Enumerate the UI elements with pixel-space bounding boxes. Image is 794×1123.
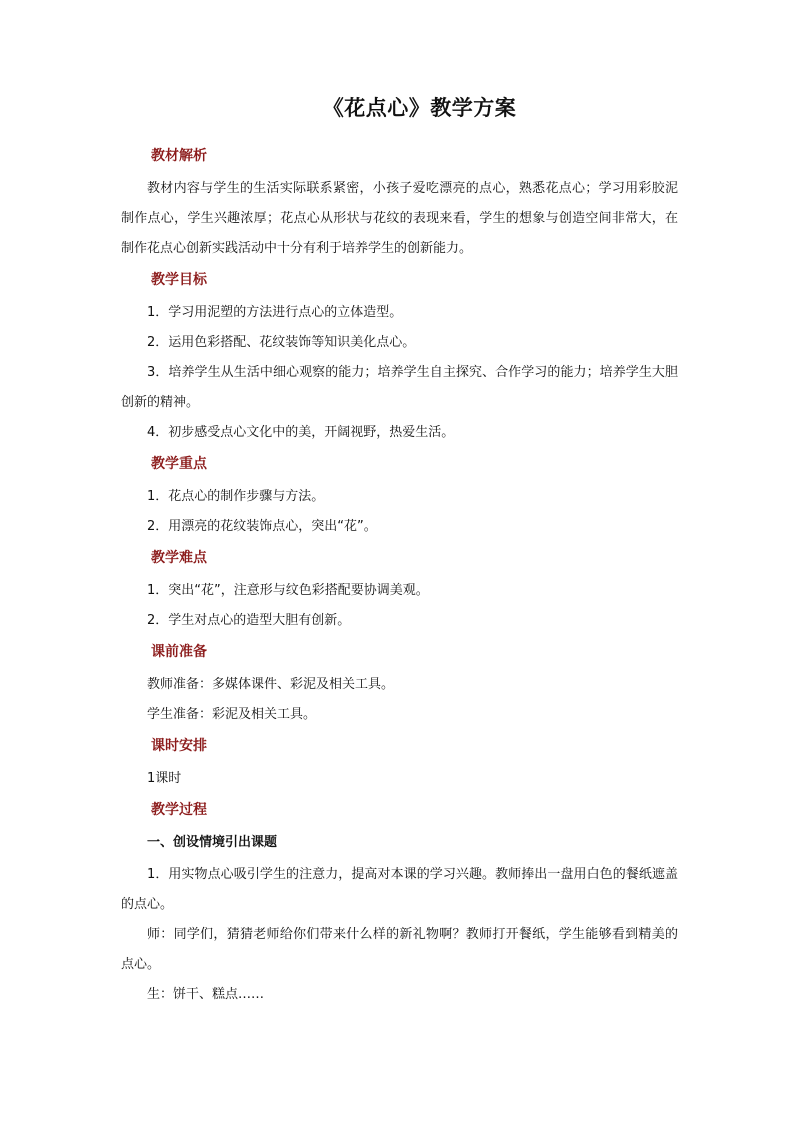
list-item: 2．学生对点心的造型大胆有创新。: [147, 613, 351, 628]
list-item: 4．初步感受点心文化中的美，开阔视野，热爱生活。: [147, 425, 455, 440]
section-jiaoxue-zhongdian: [121, 452, 678, 542]
section-jiaoxue-nandian: [121, 546, 678, 636]
list-item: 2．用漂亮的花纹装饰点心，突出“花”。: [147, 519, 377, 534]
section-heading: 教学过程: [151, 802, 207, 818]
list-item: 1．突出“花”，注意形与纹色彩搭配要协调美观。: [147, 583, 429, 598]
list-item: 2．运用色彩搭配、花纹装饰等知识美化点心。: [147, 335, 416, 350]
section-jiaoxue-mubiao: [121, 268, 678, 448]
section-heading: 课时安排: [151, 738, 207, 754]
paragraph: 教材内容与学生的生活实际联系紧密，小孩子爱吃漂亮的点心，熟悉花点心；学习用彩胶泥制作点心，学生兴趣浓厚；花点心从形状与花纹的表现来看，学生的想象与创造空间非常大，在制作花点心创新实践活动中十分有利于培养学生的创新能力。: [121, 181, 678, 256]
list-item: 1．学习用泥塑的方法进行点心的立体造型。: [147, 305, 403, 320]
list-item: 1．花点心的制作步骤与方法。: [147, 489, 325, 504]
paragraph: 学生准备：彩泥及相关工具。: [147, 707, 317, 722]
paragraph: 教师准备：多媒体课件、彩泥及相关工具。: [147, 677, 395, 692]
paragraph: 师：同学们，猜猜老师给你们带来什么样的新礼物啊？教师打开餐纸，学生能够看到精美的点心。: [121, 927, 678, 972]
section-keqian-zhunbei: [121, 640, 678, 730]
document-body: [121, 92, 678, 1010]
section-heading: 教学难点: [151, 550, 207, 566]
section-jiaoxue-guocheng: [121, 798, 678, 1010]
subsection-heading: 一、创设情境引出课题: [147, 835, 278, 850]
paragraph: 1．用实物点心吸引学生的注意力，提高对本课的学习兴趣。教师捧出一盘用白色的餐纸遮盖的点心。: [121, 867, 678, 912]
section-heading: 教学重点: [151, 456, 207, 472]
section-heading: 教材解析: [151, 148, 207, 164]
page-title: 《花点心》教学方案: [322, 96, 517, 120]
paragraph: 1课时: [147, 771, 182, 786]
list-item: 3．培养学生从生活中细心观察的能力；培养学生自主探究、合作学习的能力；培养学生大胆创新的精神。: [121, 365, 678, 410]
paragraph: 生：饼干、糕点……: [147, 987, 265, 1002]
section-keshi-anpai: [121, 734, 678, 794]
section-heading: 教学目标: [151, 272, 207, 288]
section-jiaocai-jiexi: [121, 144, 678, 264]
section-heading: 课前准备: [151, 644, 207, 660]
